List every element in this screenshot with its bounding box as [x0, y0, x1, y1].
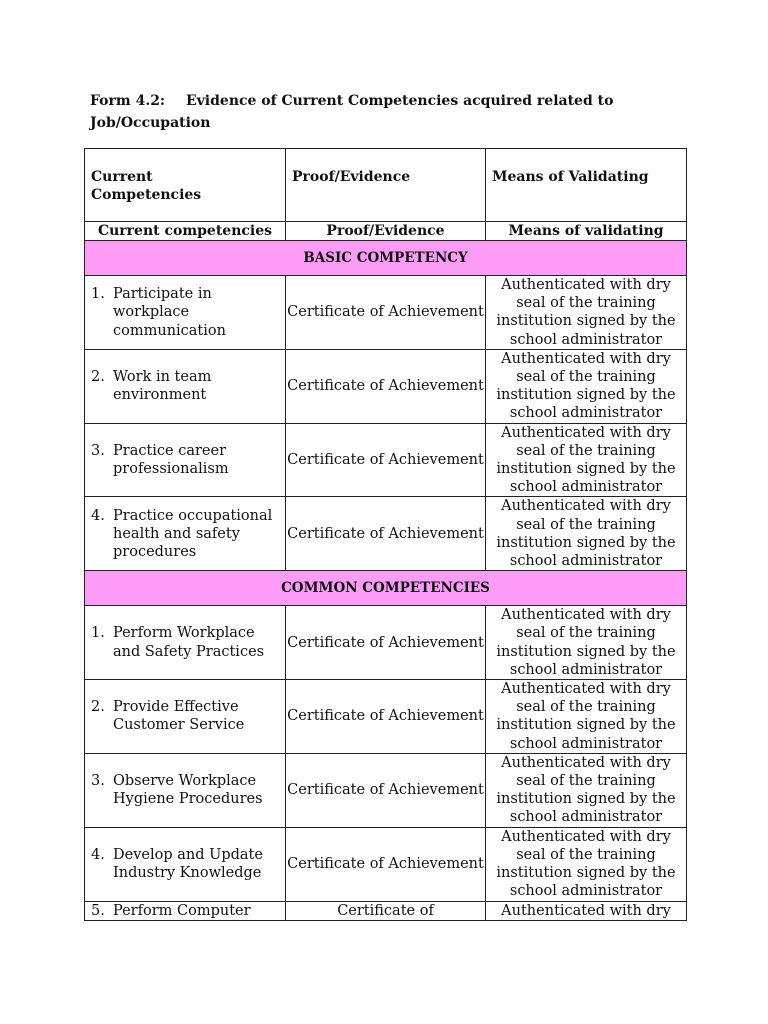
competency-cell — [85, 901, 286, 920]
competency-cell — [85, 680, 286, 754]
competency-text: Observe Workplace Hygiene Procedures — [113, 773, 263, 808]
competency-text: Develop and Update Industry Knowledge — [113, 846, 263, 882]
competency-text: Perform Workplace and Safety Practices — [113, 625, 265, 660]
subheader-means-of-validating: Means of validating — [486, 222, 687, 241]
competency-text: Practice career professionalism — [113, 442, 229, 478]
proof-cell: Certificate of Achievement — [286, 423, 486, 497]
means-cell: Authenticated with dry seal of the training institution signed by the school administrator — [486, 680, 687, 754]
header-row — [85, 149, 687, 222]
competency-number: 5. — [91, 902, 105, 919]
header-proof-evidence: Proof/Evidence — [286, 149, 486, 222]
competency-number: 1. — [91, 286, 105, 303]
table-row — [85, 680, 687, 754]
table-row — [85, 349, 687, 423]
proof-cell: Certificate of Achievement — [286, 827, 486, 901]
competencies-table — [84, 148, 687, 921]
form-title-line2: Job/Occupation — [90, 115, 211, 131]
competency-text: Participate in workplace communication — [113, 286, 226, 339]
competency-cell — [85, 753, 286, 827]
competency-number: 4. — [91, 507, 105, 524]
means-cell: Authenticated with dry — [486, 901, 687, 920]
section-row — [85, 571, 687, 606]
means-cell: Authenticated with dry seal of the training institution signed by the school administrator — [486, 423, 687, 497]
form-title — [90, 90, 690, 134]
competency-number: 2. — [91, 369, 105, 386]
proof-cell: Certificate of — [286, 901, 486, 920]
proof-cell: Certificate of Achievement — [286, 276, 486, 350]
form-number: Form 4.2: — [90, 93, 166, 109]
means-cell: Authenticated with dry seal of the training institution signed by the school administrator — [486, 497, 687, 571]
competency-cell — [85, 276, 286, 350]
form-title-line1: Evidence of Current Competencies acquired related to — [186, 93, 614, 109]
competency-cell — [85, 423, 286, 497]
competency-cell — [85, 349, 286, 423]
section-title: COMMON COMPETENCIES — [85, 571, 687, 606]
competency-cell — [85, 497, 286, 571]
proof-cell: Certificate of Achievement — [286, 497, 486, 571]
section-title: BASIC COMPETENCY — [85, 241, 687, 276]
competency-text: Practice occupational health and safety procedures — [113, 507, 273, 560]
means-cell: Authenticated with dry seal of the training institution signed by the school administrator — [486, 753, 687, 827]
header-current-competencies: Current Competencies — [85, 149, 286, 222]
proof-cell: Certificate of Achievement — [286, 753, 486, 827]
means-cell: Authenticated with dry seal of the training institution signed by the school administrator — [486, 827, 687, 901]
competency-number: 4. — [91, 846, 105, 863]
subheader-current-competencies: Current competencies — [85, 222, 286, 241]
competency-number: 3. — [91, 442, 105, 459]
table-row — [85, 276, 687, 350]
competency-number: 2. — [91, 699, 105, 716]
proof-cell: Certificate of Achievement — [286, 680, 486, 754]
table-row — [85, 423, 687, 497]
proof-cell: Certificate of Achievement — [286, 349, 486, 423]
competency-text: Perform Computer — [113, 902, 251, 919]
proof-cell: Certificate of Achievement — [286, 606, 486, 680]
table-row — [85, 753, 687, 827]
table-row — [85, 827, 687, 901]
competency-text: Work in team environment — [113, 369, 212, 404]
means-cell: Authenticated with dry seal of the training institution signed by the school administrator — [486, 606, 687, 680]
subheader-row — [85, 222, 687, 241]
competency-text: Provide Effective Customer Service — [113, 699, 245, 734]
table-row — [85, 901, 687, 920]
section-row — [85, 241, 687, 276]
competency-cell — [85, 827, 286, 901]
subheader-proof-evidence: Proof/Evidence — [286, 222, 486, 241]
means-cell: Authenticated with dry seal of the training institution signed by the school administrator — [486, 349, 687, 423]
competency-number: 1. — [91, 625, 105, 642]
competency-number: 3. — [91, 773, 105, 790]
header-means-of-validating: Means of Validating — [486, 149, 687, 222]
table-row — [85, 606, 687, 680]
table-row — [85, 497, 687, 571]
means-cell: Authenticated with dry seal of the training institution signed by the school administrator — [486, 276, 687, 350]
competency-cell — [85, 606, 286, 680]
